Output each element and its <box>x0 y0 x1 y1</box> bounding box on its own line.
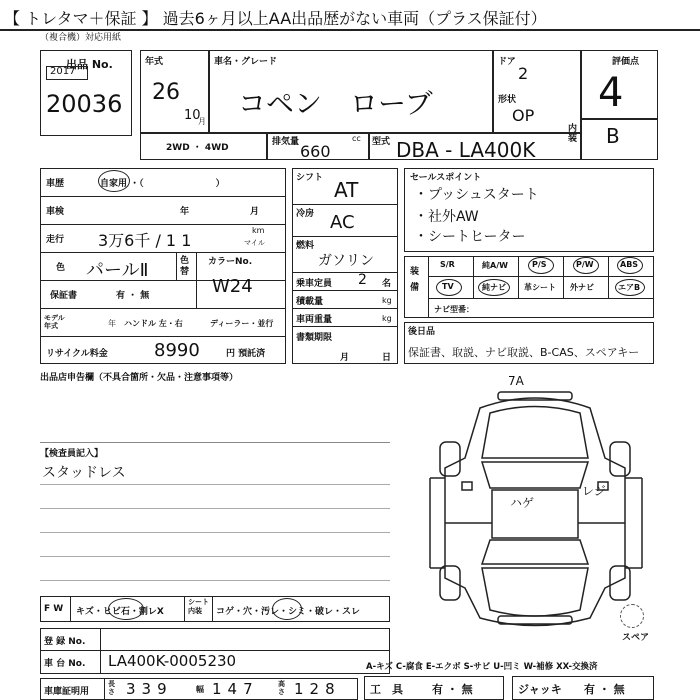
tools-label: 工 具 <box>370 683 403 696</box>
inspector-label: 【検査員記入】 <box>40 449 104 459</box>
weight-unit: kg <box>382 314 392 323</box>
mileage-value: 3万6千 / 1 1 <box>98 231 192 250</box>
chassis-label: 車 台 No. <box>44 659 86 669</box>
diagram-mark-side: レジ <box>582 484 606 498</box>
sales-point-item: ・社外AW <box>414 209 479 225</box>
grade-label: 評価点 <box>612 57 640 67</box>
model-detail-label: モデル 年式 <box>44 314 65 330</box>
spare-label: スペア <box>622 633 650 643</box>
car-name-value: コペン ローブ <box>238 87 433 120</box>
capacity-unit: 名 <box>382 279 392 289</box>
shape-value: OP <box>512 106 535 125</box>
diagram-mark-hood: ハゲ <box>510 496 535 510</box>
equip-tv-circle <box>436 279 462 296</box>
spare-tire-icon <box>620 604 644 628</box>
capacity-label: 乗車定員 <box>296 279 333 289</box>
recycle-value: 8990 <box>154 340 200 361</box>
shaken-month-unit: 月 <box>250 207 260 217</box>
docs-label: 書類期限 <box>296 333 333 343</box>
sales-point-item: ・プッシュスタート <box>414 187 539 203</box>
lot-number: 20036 <box>46 90 123 118</box>
month-unit: 月 <box>198 117 206 126</box>
chassis-value: LA400K-0005230 <box>108 652 237 670</box>
mileage-label: 走行 <box>46 235 65 245</box>
color-change-label: 色替 <box>180 256 190 277</box>
equip-leather: 革シート <box>524 283 556 292</box>
diagram-mark-top: 7A <box>508 374 524 388</box>
length-label: 長さ <box>108 680 115 696</box>
rireki-options: 自家用 ・（ ） <box>100 179 225 189</box>
model-detail-unit: 年 <box>108 319 116 328</box>
load-unit: kg <box>382 296 392 305</box>
shaken-label: 車検 <box>46 207 65 217</box>
rireki-circle <box>98 170 130 192</box>
equip-sr: S/R <box>440 260 455 269</box>
fuel-label: 燃料 <box>296 241 315 251</box>
equip-airbag: エアB <box>618 283 641 292</box>
ac-label: 冷房 <box>296 209 315 219</box>
handle-label: ハンドル 左・右 <box>124 319 183 328</box>
displacement-unit: cc <box>352 134 361 143</box>
navi-model-label: ナビ型番： <box>434 305 474 314</box>
fw-items: キズ・ヒビ石・割レX <box>76 607 164 617</box>
length-value: 339 <box>126 680 173 698</box>
fuel-value: ガソリン <box>318 253 374 269</box>
equip-pw-circle <box>573 257 599 274</box>
year-value: 26 <box>152 80 180 105</box>
mileage-mile: マイル <box>244 239 265 247</box>
displacement-label: 排気量 <box>272 137 300 147</box>
height-value: 128 <box>294 680 341 698</box>
color-label: 色 <box>56 263 66 273</box>
recycle-label: リサイクル料金 <box>46 349 108 359</box>
seat-label: シート内装 <box>188 598 209 615</box>
color-no-value: W24 <box>212 276 253 297</box>
drive-label: 2WD ・ 4WD <box>166 143 229 153</box>
ac-value: AC <box>330 212 355 233</box>
capacity-value: 2 <box>358 272 367 288</box>
color-value: パールⅡ <box>86 260 149 281</box>
equip-navi: 純ナビ <box>482 283 506 292</box>
year-label: 年式 <box>145 57 164 67</box>
recycle-unit: 円 預託済 <box>226 349 266 359</box>
sales-points-label: セールスポイント <box>410 173 482 183</box>
equip-ps-circle <box>528 257 554 274</box>
month-value: 10 <box>184 108 201 123</box>
model-label: 型式 <box>372 137 391 147</box>
fw-circle <box>108 598 144 620</box>
equip-tv: TV <box>442 282 454 291</box>
mileage-km: km <box>252 226 265 235</box>
shift-label: シフト <box>296 173 324 183</box>
seat-circle <box>272 598 302 620</box>
color-no-label: カラーNo. <box>208 257 253 267</box>
shaken-year-unit: 年 <box>180 207 190 217</box>
warranty-options: 有 ・ 無 <box>116 291 150 301</box>
equip-ps: P/S <box>532 260 547 269</box>
inspector-value: スタッドレス <box>42 465 126 481</box>
equip-aw: 純A/W <box>482 261 508 270</box>
width-label: 幅 <box>196 685 204 694</box>
equipment-label: 装備 <box>410 267 420 293</box>
door-value: 2 <box>518 64 529 83</box>
lot-year: 2017 <box>50 66 76 77</box>
seller-notes-label: 出品店申告欄（不具合箇所・欠品・注意事項等） <box>40 373 239 383</box>
jack-options: 有 ・ 無 <box>584 683 625 696</box>
sheet-title: 【 トレタマ＋保証 】 過去6ヶ月以上AA出品歴がない車両（プラス保証付） <box>4 9 547 28</box>
equip-ext-navi: 外ナビ <box>570 283 594 292</box>
width-value: 147 <box>212 680 259 698</box>
model-value: DBA - LA400K <box>396 138 536 162</box>
equip-abs: ABS <box>620 260 639 269</box>
door-label: ドア <box>498 57 516 67</box>
equip-pw: P/W <box>576 260 594 269</box>
grade-value: 4 <box>598 70 624 116</box>
extras-value: 保証書、取説、ナビ取説、B-CAS、スペアキー <box>408 346 640 359</box>
weight-label: 車両重量 <box>296 315 333 325</box>
lot-label: 出品 No. <box>66 58 113 71</box>
dealer-label: ディーラー・並行 <box>210 319 274 328</box>
tools-options: 有 ・ 無 <box>432 683 473 696</box>
extras-label: 後日品 <box>408 327 436 337</box>
damage-legend: A-キズ C-腐食 E-エクボ S-サビ U-凹ミ W-補修 XX-交換済 <box>366 662 598 672</box>
warranty-label: 保証書 <box>50 291 78 301</box>
car-name-label: 車名・グレード <box>214 57 278 67</box>
seat-items: コゲ・穴・汚レ・シミ・破レ・スレ <box>216 607 361 617</box>
cert-label: 車庫証明用 <box>44 687 90 697</box>
height-label: 高さ <box>278 680 285 696</box>
fw-label: F W <box>44 604 64 614</box>
shift-value: AT <box>334 178 359 202</box>
load-label: 積載量 <box>296 297 324 307</box>
car-diagram <box>410 378 660 638</box>
interior-value: B <box>606 124 620 148</box>
jack-label: ジャッキ <box>518 683 562 696</box>
sales-point-item: ・シートヒーター <box>414 229 526 245</box>
rireki-label: 車歴 <box>46 179 65 189</box>
interior-label: 内装 <box>568 124 578 144</box>
docs-day: 日 <box>382 353 392 363</box>
docs-month: 月 <box>340 353 350 363</box>
sheet-subtitle: （複合機）対応用紙 <box>40 33 122 43</box>
shape-label: 形状 <box>498 95 517 105</box>
equip-abs-circle <box>617 257 643 274</box>
displacement-value: 660 <box>300 142 331 161</box>
equip-navi-circle <box>478 279 510 296</box>
equip-airbag-circle <box>615 279 645 296</box>
reg-no-label: 登 録 No. <box>44 637 86 647</box>
